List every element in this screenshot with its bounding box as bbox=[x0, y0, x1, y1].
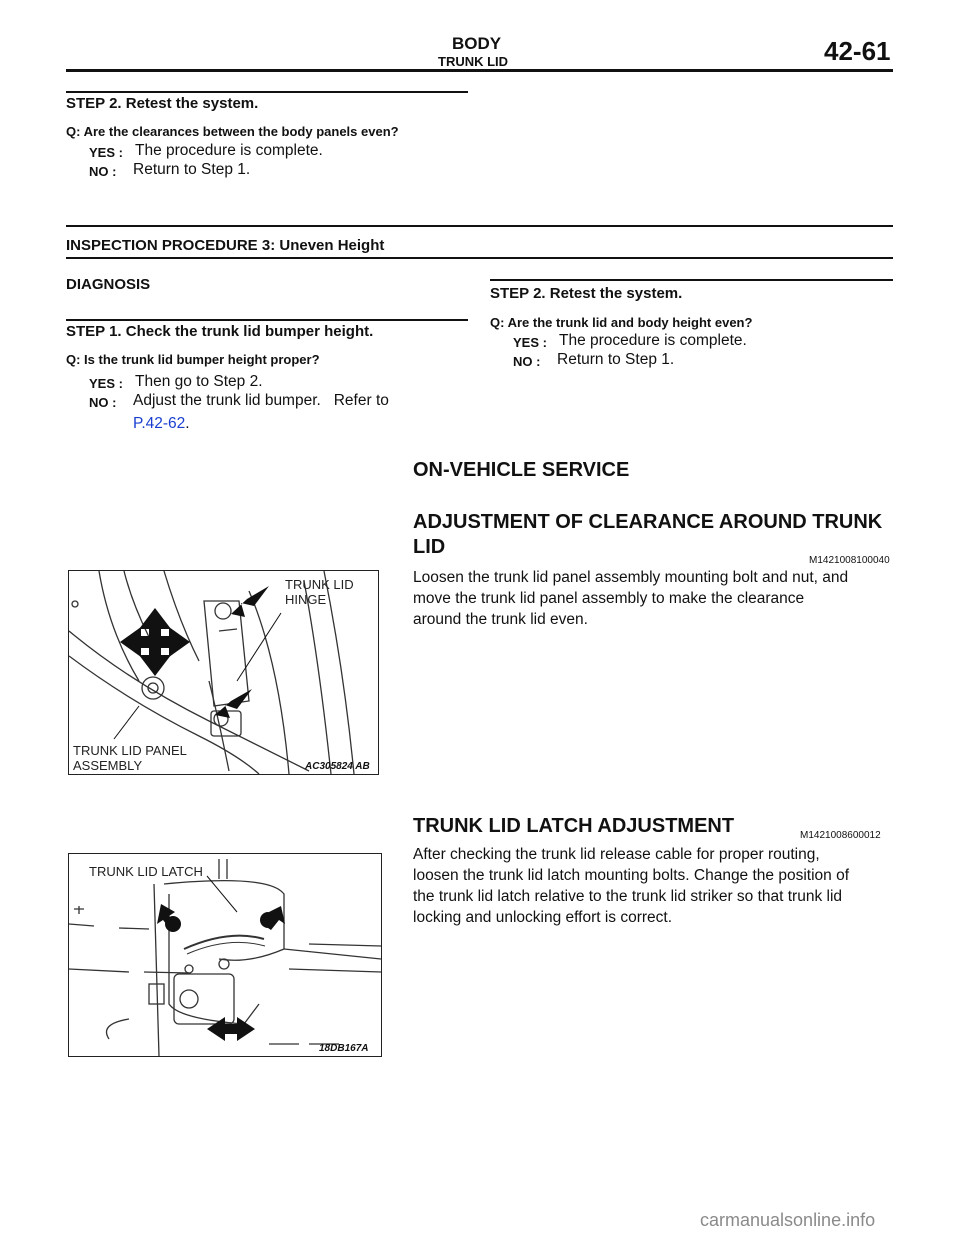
step2-question: Q: Are the trunk lid and body height even? bbox=[490, 315, 753, 330]
latch-illustration bbox=[69, 854, 381, 1056]
top-step-title: STEP 2. Retest the system. bbox=[66, 95, 259, 112]
step1-question: Q: Is the trunk lid bumper height proper? bbox=[66, 352, 320, 367]
subsection-title: TRUNK LID bbox=[438, 54, 509, 69]
footer-watermark: carmanualsonline.info bbox=[700, 1210, 876, 1230]
clearance-text-line: Loosen the trunk lid panel assembly mounting bolt and nut, and bbox=[413, 569, 849, 586]
latch-text-line: After checking the trunk lid release cable for proper routing, bbox=[413, 846, 820, 863]
step2-no-text: Return to Step 1. bbox=[557, 351, 675, 368]
panel-assembly-label bbox=[73, 743, 187, 773]
hinge-label-line: HINGE bbox=[285, 592, 327, 607]
latch-code: M1421008600012 bbox=[800, 830, 881, 841]
top-step-no-label: NO : bbox=[89, 164, 117, 179]
header-rule bbox=[66, 69, 893, 72]
step2-rule bbox=[490, 279, 893, 281]
page-reference-link[interactable]: P.42-62 bbox=[133, 415, 186, 432]
figure-id: AC305824 AB bbox=[305, 761, 370, 772]
section-title: BODY bbox=[452, 34, 502, 53]
step1-reference bbox=[133, 415, 190, 433]
top-step-yes-label: YES : bbox=[89, 145, 123, 160]
panel-label-line: TRUNK LID PANEL bbox=[73, 743, 187, 758]
clearance-text-line: around the trunk lid even. bbox=[413, 611, 588, 628]
hinge-label-line: TRUNK LID bbox=[285, 577, 354, 592]
step2-no-label: NO : bbox=[513, 354, 541, 369]
diagnosis-heading: DIAGNOSIS bbox=[66, 276, 151, 293]
page-number: 42-61 bbox=[824, 36, 891, 66]
trunk-lid-latch-figure bbox=[68, 853, 382, 1057]
clearance-code: M1421008100040 bbox=[809, 555, 890, 566]
top-step-yes-text: The procedure is complete. bbox=[135, 142, 323, 159]
latch-text-line: locking and unlocking effort is correct. bbox=[413, 909, 673, 926]
hinge-label bbox=[285, 577, 354, 607]
step2-yes-label: YES : bbox=[513, 335, 547, 350]
top-step-rule bbox=[66, 91, 468, 93]
clearance-title-line1: ADJUSTMENT OF CLEARANCE AROUND TRUNK bbox=[413, 511, 883, 533]
latch-figure-id: 18DB167A bbox=[319, 1043, 369, 1054]
latch-text-line: loosen the trunk lid latch mounting bolts. Change the position of bbox=[413, 867, 849, 884]
top-step-no-text: Return to Step 1. bbox=[133, 161, 251, 178]
clearance-text-line: move the trunk lid panel assembly to make the clearance bbox=[413, 590, 805, 607]
reference-period: . bbox=[185, 415, 190, 432]
step1-yes-text: Then go to Step 2. bbox=[135, 373, 263, 390]
step2-title: STEP 2. Retest the system. bbox=[490, 285, 683, 302]
inspection-rule-top bbox=[66, 225, 893, 227]
inspection-title: INSPECTION PROCEDURE 3: Uneven Height bbox=[66, 237, 385, 254]
step1-no-text: Adjust the trunk lid bumper. Refer to bbox=[133, 392, 389, 409]
step2-yes-text: The procedure is complete. bbox=[559, 332, 747, 349]
latch-text bbox=[413, 844, 893, 928]
inspection-rule-bottom bbox=[66, 257, 893, 259]
clearance-title-line2: LID bbox=[413, 536, 446, 558]
trunk-lid-hinge-figure bbox=[68, 570, 379, 775]
clearance-text bbox=[413, 567, 893, 630]
step1-rule bbox=[66, 319, 468, 321]
step1-yes-label: YES : bbox=[89, 376, 123, 391]
step1-title: STEP 1. Check the trunk lid bumper height. bbox=[66, 323, 374, 340]
top-step-question: Q: Are the clearances between the body panels even? bbox=[66, 124, 399, 139]
on-vehicle-service-heading: ON-VEHICLE SERVICE bbox=[413, 459, 630, 481]
latch-text-line: the trunk lid latch relative to the trunk lid striker so that trunk lid bbox=[413, 888, 843, 905]
latch-label: TRUNK LID LATCH bbox=[89, 864, 203, 879]
latch-title: TRUNK LID LATCH ADJUSTMENT bbox=[413, 815, 735, 837]
step1-no-label: NO : bbox=[89, 395, 117, 410]
panel-label-line: ASSEMBLY bbox=[73, 758, 143, 773]
